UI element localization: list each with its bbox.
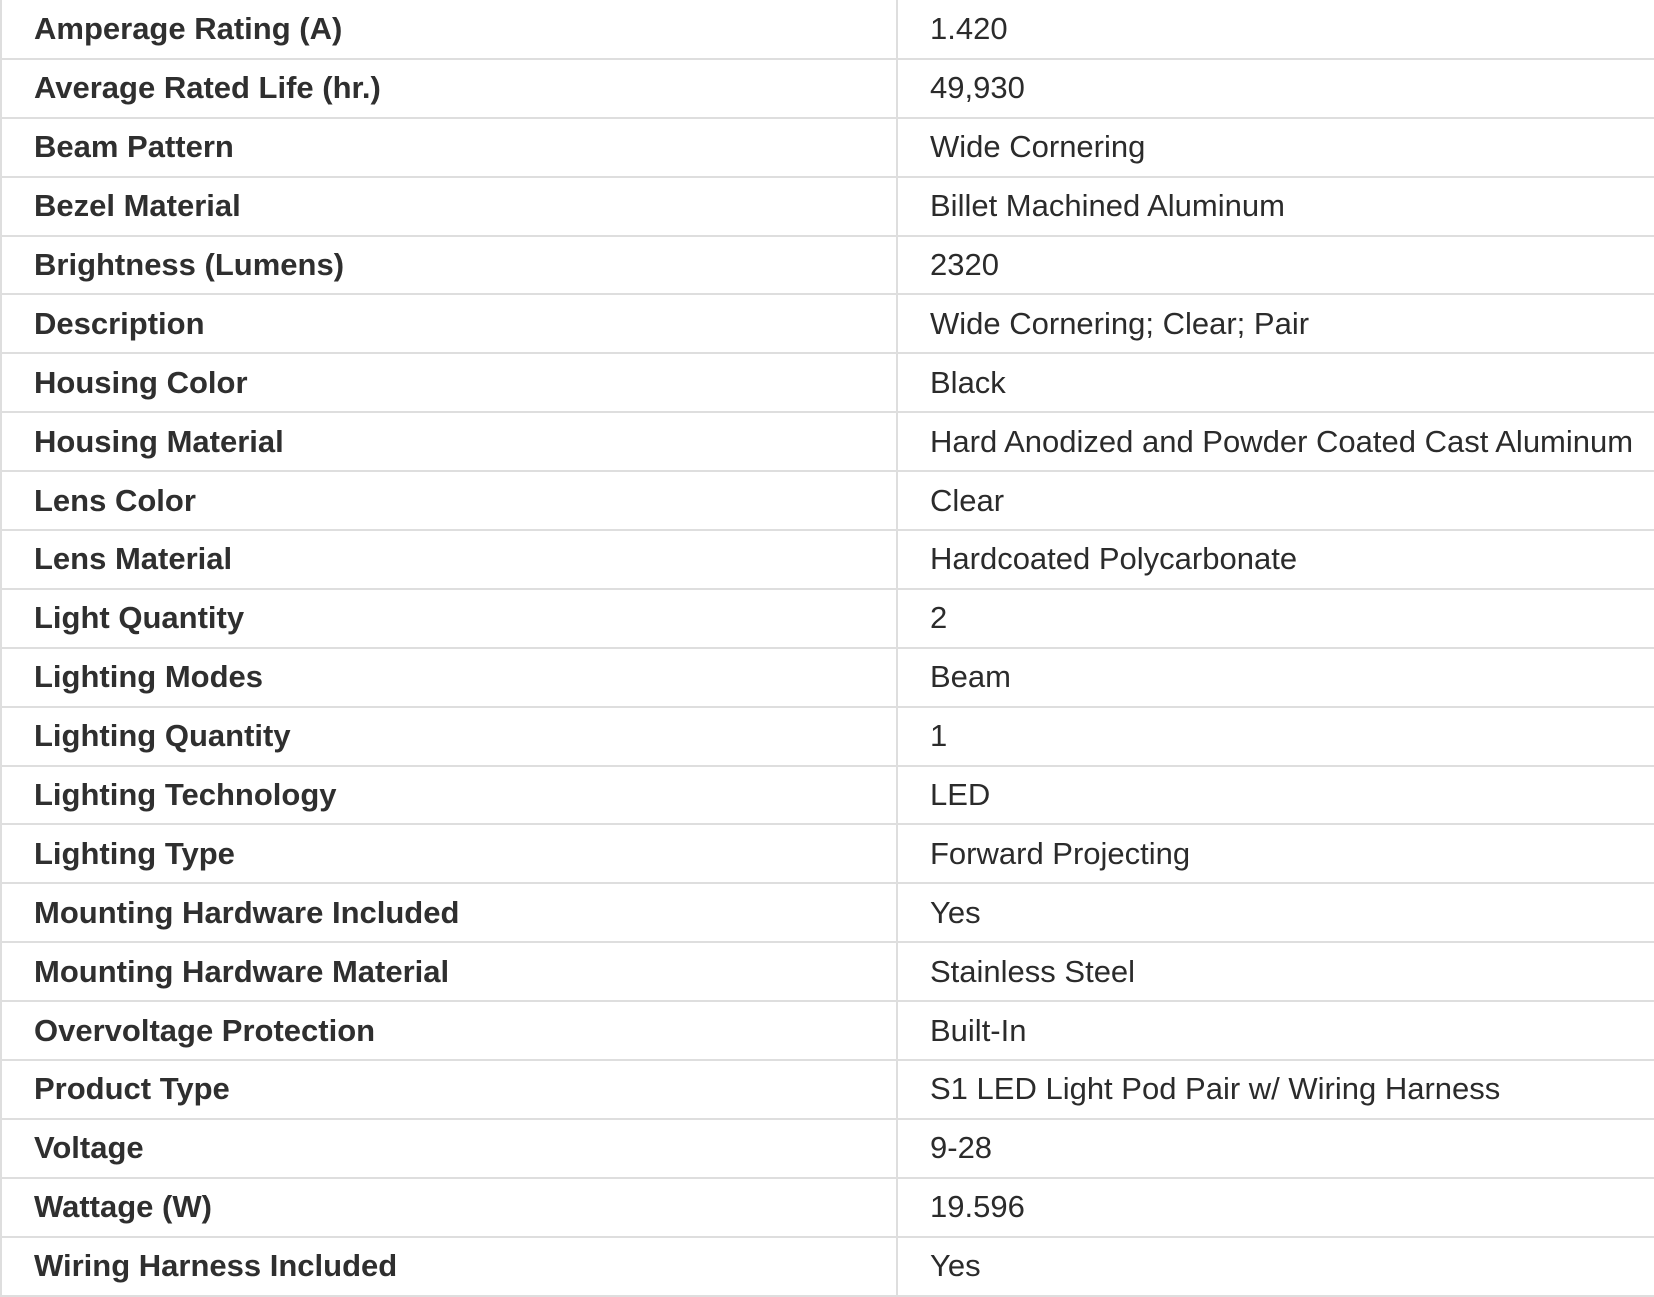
table-row: [1, 1119, 1654, 1178]
spec-value: 49,930: [897, 59, 1654, 118]
spec-label: Housing Color: [1, 353, 897, 412]
spec-label: Light Quantity: [1, 589, 897, 648]
spec-value: Beam: [897, 648, 1654, 707]
table-row: [1, 824, 1654, 883]
spec-label: Product Type: [1, 1060, 897, 1119]
spec-label: Average Rated Life (hr.): [1, 59, 897, 118]
spec-label: Wiring Harness Included: [1, 1237, 897, 1296]
table-row: [1, 766, 1654, 825]
spec-label: Mounting Hardware Material: [1, 942, 897, 1001]
spec-value: LED: [897, 766, 1654, 825]
table-row: [1, 59, 1654, 118]
spec-value: 9-28: [897, 1119, 1654, 1178]
spec-value: Hardcoated Polycarbonate: [897, 530, 1654, 589]
spec-label: Mounting Hardware Included: [1, 883, 897, 942]
spec-label: Bezel Material: [1, 177, 897, 236]
spec-label: Lens Material: [1, 530, 897, 589]
table-row: [1, 236, 1654, 295]
table-row: [1, 412, 1654, 471]
spec-label: Lens Color: [1, 471, 897, 530]
spec-value: Forward Projecting: [897, 824, 1654, 883]
spec-label: Beam Pattern: [1, 118, 897, 177]
table-row: [1, 1237, 1654, 1296]
table-row: [1, 1178, 1654, 1237]
table-row: [1, 118, 1654, 177]
table-row: [1, 177, 1654, 236]
spec-value: Built-In: [897, 1001, 1654, 1060]
table-row: [1, 648, 1654, 707]
table-row: [1, 707, 1654, 766]
table-row: [1, 942, 1654, 1001]
spec-value: Yes: [897, 883, 1654, 942]
table-row: [1, 1001, 1654, 1060]
spec-label: Wattage (W): [1, 1178, 897, 1237]
spec-label: Voltage: [1, 1119, 897, 1178]
table-row: [1, 589, 1654, 648]
spec-value: 19.596: [897, 1178, 1654, 1237]
spec-value: Clear: [897, 471, 1654, 530]
spec-value: Yes: [897, 1237, 1654, 1296]
spec-table-body: [1, 0, 1654, 1296]
spec-label: Lighting Technology: [1, 766, 897, 825]
spec-value: Billet Machined Aluminum: [897, 177, 1654, 236]
spec-value: 1.420: [897, 0, 1654, 59]
table-row: [1, 0, 1654, 59]
spec-value: Stainless Steel: [897, 942, 1654, 1001]
spec-label: Overvoltage Protection: [1, 1001, 897, 1060]
spec-value: Hard Anodized and Powder Coated Cast Aluminum: [897, 412, 1654, 471]
table-row: [1, 471, 1654, 530]
spec-value: Wide Cornering; Clear; Pair: [897, 294, 1654, 353]
spec-label: Housing Material: [1, 412, 897, 471]
spec-value: 2: [897, 589, 1654, 648]
table-row: [1, 353, 1654, 412]
spec-label: Lighting Modes: [1, 648, 897, 707]
spec-label: Brightness (Lumens): [1, 236, 897, 295]
spec-label: Lighting Type: [1, 824, 897, 883]
spec-label: Amperage Rating (A): [1, 0, 897, 59]
spec-label: Lighting Quantity: [1, 707, 897, 766]
table-row: [1, 883, 1654, 942]
table-row: [1, 294, 1654, 353]
table-row: [1, 1060, 1654, 1119]
spec-value: S1 LED Light Pod Pair w/ Wiring Harness: [897, 1060, 1654, 1119]
spec-value: Black: [897, 353, 1654, 412]
spec-value: 1: [897, 707, 1654, 766]
spec-value: 2320: [897, 236, 1654, 295]
spec-value: Wide Cornering: [897, 118, 1654, 177]
spec-label: Description: [1, 294, 897, 353]
table-row: [1, 530, 1654, 589]
